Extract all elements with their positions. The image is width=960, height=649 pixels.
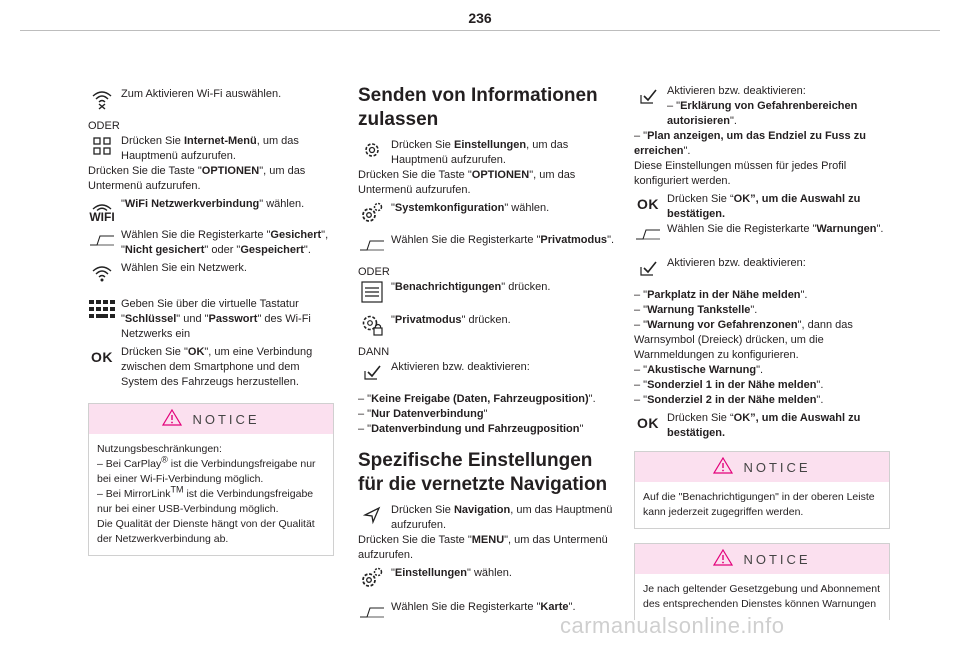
column-3 xyxy=(634,84,890,620)
gears-icon xyxy=(358,201,386,225)
notice-box xyxy=(88,403,334,556)
sharing-options-list xyxy=(358,392,616,437)
column-1 xyxy=(88,84,334,556)
keyboard-text: Geben Sie über die virtuelle Tastatur "Schlüssel" und "Passwort" des Wi-Fi Netzwerks ein xyxy=(121,298,311,340)
ok-icon: OK xyxy=(637,414,659,431)
navigation-arrow-icon xyxy=(358,503,386,527)
menu-text: Drücken Sie die Taste "MENU", um das Untermenü aufzurufen. xyxy=(358,534,608,561)
toggle-text: Aktivieren bzw. deaktivieren: xyxy=(391,361,530,373)
warnings-tab-text: Wählen Sie die Registerkarte "Warnungen". xyxy=(667,223,884,235)
keyboard-icon xyxy=(88,297,116,321)
step-privacy-tab xyxy=(358,233,616,257)
oder-label-2: ODER xyxy=(358,266,390,278)
step-nav-settings xyxy=(358,566,616,590)
notice-title: NOTICE xyxy=(743,551,811,567)
map-tab-text: Wählen Sie die Registerkarte "Karte". xyxy=(391,601,576,613)
step-warnings-tab xyxy=(634,222,890,246)
list-item: – "Keine Freigabe (Daten, Fahrzeugposition)". xyxy=(358,393,596,405)
column-2 xyxy=(358,84,616,624)
page-number: 236 xyxy=(468,10,492,26)
oder-label: ODER xyxy=(88,120,120,132)
step-toggle xyxy=(358,360,616,384)
wifi-label-icon: WIFI xyxy=(88,197,116,225)
list-item: – "Nur Datenverbindung" xyxy=(358,408,488,420)
step-wifi-select xyxy=(88,87,334,111)
ok-icon: OK xyxy=(637,195,659,212)
nav-settings-text: "Einstellungen" wählen. xyxy=(391,567,512,579)
list-item: – "Datenverbindung und Fahrzeugposition" xyxy=(358,423,584,435)
private-mode-text: "Privatmodus" drücken. xyxy=(391,314,511,326)
warning-triangle-icon xyxy=(162,409,182,429)
optionen-text: Drücken Sie die Taste "OPTIONEN", um das Untermenü aufzurufen. xyxy=(88,165,306,192)
section-title-send-info: Senden von Informationen zulassen xyxy=(358,85,598,130)
list-item: – "Warnung Tankstelle". xyxy=(634,304,758,316)
list-item: – "Sonderziel 1 in der Nähe melden". xyxy=(634,379,824,391)
tab-icon xyxy=(358,600,386,624)
notice-box xyxy=(634,451,890,529)
ok-text-2: Drücken Sie “OK”, um die Auswahl zu bestätigen. xyxy=(667,412,861,439)
tab-icon xyxy=(358,233,386,257)
dann-label: DANN xyxy=(358,346,390,358)
step-internet-menu xyxy=(88,134,334,164)
wifi-icon xyxy=(88,261,116,285)
danger-options-list xyxy=(634,99,890,159)
optionen-text-2: Drücken Sie die Taste "OPTIONEN", um das Untermenü aufzurufen. xyxy=(358,169,576,196)
list-item: – "Warnung vor Gefahrenzonen", dann das Warnsymbol (Dreieck) drücken, um die Warnmeldungen zu konfigurieren. xyxy=(634,319,853,361)
step-ok xyxy=(88,345,334,390)
list-item: – "Erklärung von Gefahrenbereichen autorisieren". xyxy=(667,100,858,127)
tab-icon xyxy=(88,228,116,252)
step-private-mode xyxy=(358,313,616,337)
select-tab-text: Wählen Sie die Registerkarte "Gesichert", "Nicht gesichert" oder "Gespeichert". xyxy=(121,229,329,256)
step-keyboard xyxy=(88,297,334,342)
warning-triangle-icon xyxy=(713,549,733,569)
settings-text: Drücken Sie Einstellungen, um das Hauptmenü aufzurufen. xyxy=(391,139,569,166)
list-item: – "Plan anzeigen, um das Endziel zu Fuss zu erreichen". xyxy=(634,130,866,157)
notice-body: Je nach geltender Gesetzgebung und Abonnement des entsprechenden Dienstes können Warnungen xyxy=(643,583,881,610)
profile-note: Diese Einstellungen müssen für jedes Profil konfiguriert werden. xyxy=(634,160,847,187)
privacy-tab-text: Wählen Sie die Registerkarte "Privatmodus". xyxy=(391,234,615,246)
list-item: – "Sonderziel 2 in der Nähe melden". xyxy=(634,394,824,406)
grid-menu-icon xyxy=(88,134,116,158)
wifi-x-icon xyxy=(88,87,116,111)
select-network-text: Wählen Sie ein Netzwerk. xyxy=(121,262,247,274)
step-wifi-connection xyxy=(88,197,334,225)
notice-box xyxy=(634,543,890,620)
header-rule xyxy=(20,30,940,31)
checkbox-icon xyxy=(634,84,662,108)
notice-header xyxy=(89,404,333,434)
gear-lock-icon xyxy=(358,313,386,337)
tab-icon xyxy=(634,222,662,246)
notifications-text: "Benachrichtigungen" drücken. xyxy=(391,281,551,293)
step-settings xyxy=(358,138,616,168)
notice-header xyxy=(635,452,889,482)
wifi-connection-text: "WiFi Netzwerkverbindung" wählen. xyxy=(121,198,305,210)
list-item: – "Akustische Warnung". xyxy=(634,364,764,376)
toggle-text-1: Aktivieren bzw. deaktivieren: xyxy=(667,85,806,97)
gear-icon xyxy=(358,138,386,162)
toggle-text-2: Aktivieren bzw. deaktivieren: xyxy=(667,257,806,269)
step-navigation xyxy=(358,503,616,533)
list-item: – "Parkplatz in der Nähe melden". xyxy=(634,289,808,301)
step-ok-2 xyxy=(634,411,890,441)
notice-body: Auf die "Benachrichtigungen" in der oberen Leiste kann jederzeit zugegriffen werden. xyxy=(643,491,875,518)
watermark: carmanualsonline.info xyxy=(560,613,785,638)
step-select-tab xyxy=(88,228,334,258)
navigation-text: Drücken Sie Navigation, um das Hauptmenü aufzurufen. xyxy=(391,504,613,531)
step-ok-1 xyxy=(634,192,890,222)
step-toggle-2 xyxy=(634,256,890,280)
notice-title: NOTICE xyxy=(192,411,260,427)
notice-header xyxy=(635,544,889,574)
ok-text: Drücken Sie "OK", um eine Verbindung zwischen dem Smartphone und dem System des Fahrzeugs herzustellen. xyxy=(121,346,313,388)
step-notifications xyxy=(358,280,616,304)
notifications-list-icon xyxy=(358,280,386,304)
ok-text-1: Drücken Sie “OK”, um die Auswahl zu bestätigen. xyxy=(667,193,861,220)
system-config-text: "Systemkonfiguration" wählen. xyxy=(391,202,550,214)
notice-title: NOTICE xyxy=(743,459,811,475)
checkbox-icon xyxy=(634,256,662,280)
warning-triangle-icon xyxy=(713,457,733,477)
notice-body: Nutzungsbeschränkungen: – Bei CarPlay® ist die Verbindungsfreigabe nur bei einer Wi-Fi-Verbindung möglich. – Bei MirrorLinkTM ist die Verbindungsfreigabe nur bei einer USB-Verbindung möglich. Die Qualität der Dienste hängt von der Qualität der Netzwerkverbindung ab. xyxy=(97,443,316,545)
gears-icon xyxy=(358,566,386,590)
checkbox-icon xyxy=(358,360,386,384)
section-title-navigation: Spezifische Einstellungen für die vernetzte Navigation xyxy=(358,450,608,495)
step-select-network xyxy=(88,261,334,285)
internet-menu-text: Drücken Sie Internet-Menü, um das Hauptmenü aufzurufen. xyxy=(121,135,299,162)
warning-options-list xyxy=(634,288,890,408)
ok-icon: OK xyxy=(91,348,113,365)
step-system-config xyxy=(358,201,616,225)
wifi-select-text: Zum Aktivieren Wi-Fi auswählen. xyxy=(121,88,282,100)
